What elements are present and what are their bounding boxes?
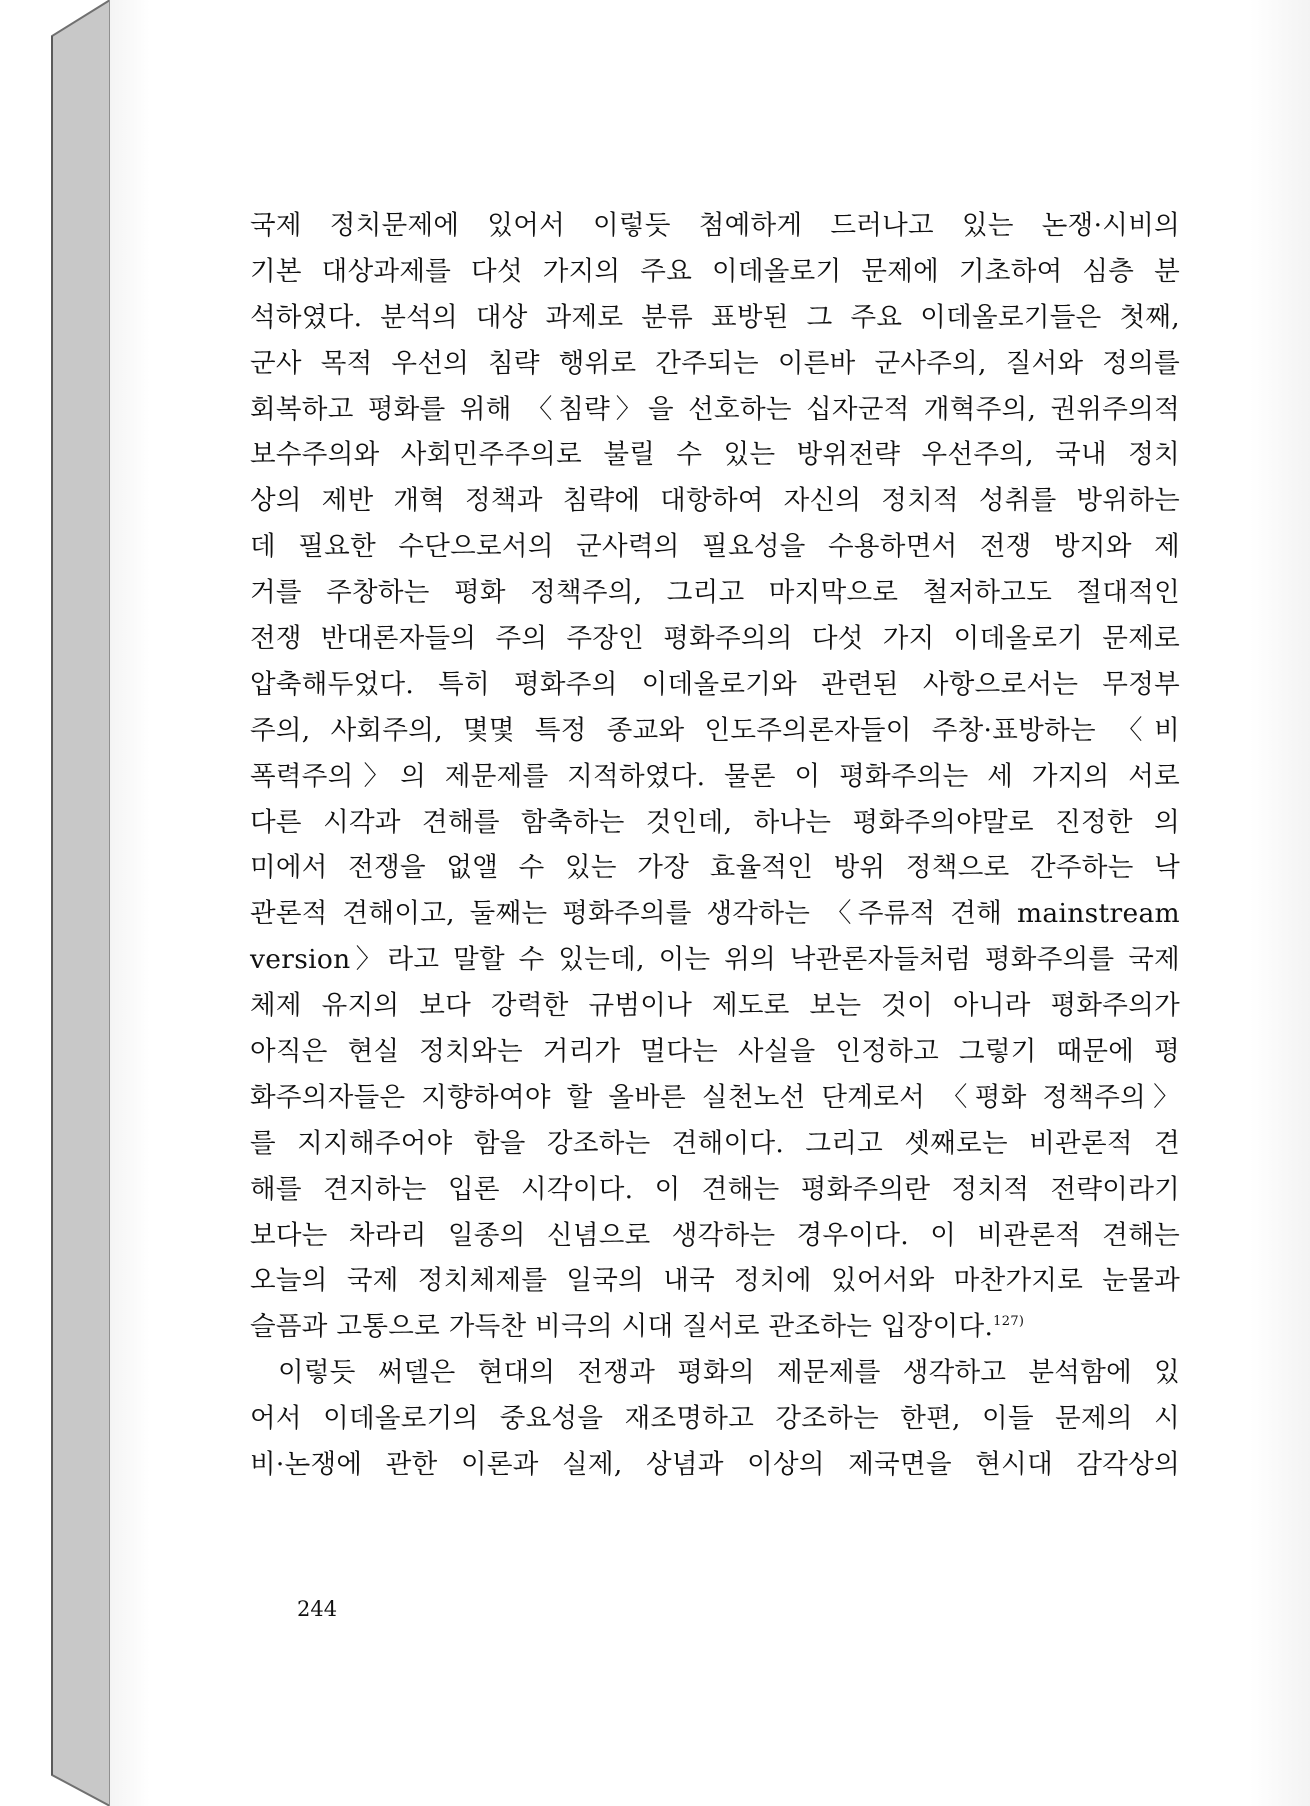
text-line-indented: 이렇듯 써델은 현대의 전쟁과 평화의 제문제를 생각하고 분석함에 있 xyxy=(278,1357,1180,1389)
text-line: 체제 유지의 보다 강력한 규범이나 제도로 보는 것이 아니라 평화주의가 xyxy=(250,990,1180,1022)
text-line: 압축해두었다. 특히 평화주의 이데올로기와 관련된 사항으로서는 무정부 xyxy=(250,668,1180,700)
text-line: 상의 제반 개혁 정책과 침략에 대항하여 자신의 정치적 성취를 방위하는 xyxy=(250,485,1180,517)
text-line: 폭력주의〉의 제문제를 지적하였다. 물론 이 평화주의는 세 가지의 서로 xyxy=(250,760,1180,792)
text-line: 오늘의 국제 정치체제를 일국의 내국 정치에 있어서와 마찬가지로 눈물과 xyxy=(250,1265,1180,1297)
paragraph-1 xyxy=(250,203,1180,1350)
text-line: 거를 주창하는 평화 정책주의, 그리고 마지막으로 철저하고도 절대적인 xyxy=(250,577,1180,609)
text-line: 비·논쟁에 관한 이론과 실제, 상념과 이상의 제국면을 현시대 감각상의 xyxy=(250,1449,1180,1481)
page-number: 244 xyxy=(297,1597,338,1621)
text-line: 회복하고 평화를 위해 〈침략〉을 선호하는 십자군적 개혁주의, 권위주의적 xyxy=(250,393,1180,425)
text-line: version〉라고 말할 수 있는데, 이는 위의 낙관론자들처럼 평화주의를 국제 xyxy=(250,944,1180,976)
text-line: 기본 대상과제를 다섯 가지의 주요 이데올로기 문제에 기초하여 심층 분 xyxy=(250,255,1180,287)
text-line: 데 필요한 수단으로서의 군사력의 필요성을 수용하면서 전쟁 방지와 제 xyxy=(250,531,1180,563)
text-line: 석하였다. 분석의 대상 과제로 분류 표방된 그 주요 이데올로기들은 첫째, xyxy=(250,301,1180,333)
text-line: 보수주의와 사회민주주의로 불릴 수 있는 방위전략 우선주의, 국내 정치 xyxy=(250,439,1180,471)
text-line: 전쟁 반대론자들의 주의 주장인 평화주의의 다섯 가지 이데올로기 문제로 xyxy=(250,623,1180,655)
text-line: 미에서 전쟁을 없앨 수 있는 가장 효율적인 방위 정책으로 간주하는 낙 xyxy=(250,852,1180,884)
text-line: 해를 견지하는 입론 시각이다. 이 견해는 평화주의란 정치적 전략이라기 xyxy=(250,1173,1180,1205)
text-line: 아직은 현실 정치와는 거리가 멀다는 사실을 인정하고 그렇기 때문에 평 xyxy=(250,1036,1180,1068)
text-line: 군사 목적 우선의 침략 행위로 간주되는 이른바 군사주의, 질서와 정의를 xyxy=(250,347,1180,379)
text-line-content: 슬픔과 고통으로 가득찬 비극의 시대 질서로 관조하는 입장이다. xyxy=(250,1311,994,1343)
text-line: 국제 정치문제에 있어서 이렇듯 첨예하게 드러나고 있는 논쟁·시비의 xyxy=(250,210,1180,241)
paragraph-2 xyxy=(250,1350,1180,1488)
footnote-marker: 127) xyxy=(993,1314,1025,1330)
text-line: 관론적 견해이고, 둘째는 평화주의를 생각하는 〈주류적 견해 mainstream xyxy=(250,898,1180,930)
text-line: 보다는 차라리 일종의 신념으로 생각하는 경우이다. 이 비관론적 견해는 xyxy=(250,1219,1180,1251)
text-line: 를 지지해주어야 함을 강조하는 견해이다. 그리고 셋째로는 비관론적 견 xyxy=(250,1127,1180,1159)
text-line: 주의, 사회주의, 몇몇 특정 종교와 인도주의론자들이 주창·표방하는 〈비 xyxy=(250,714,1180,746)
text-line: 어서 이데올로기의 중요성을 재조명하고 강조하는 한편, 이들 문제의 시 xyxy=(250,1403,1180,1435)
text-line-last xyxy=(250,1304,1180,1350)
text-line: 화주의자들은 지향하여야 할 올바른 실천노선 단계로서 〈평화 정책주의〉 xyxy=(250,1081,1180,1113)
body-text xyxy=(250,203,1180,1488)
text-line: 다른 시각과 견해를 함축하는 것인데, 하나는 평화주의야말로 진정한 의 xyxy=(250,806,1180,838)
